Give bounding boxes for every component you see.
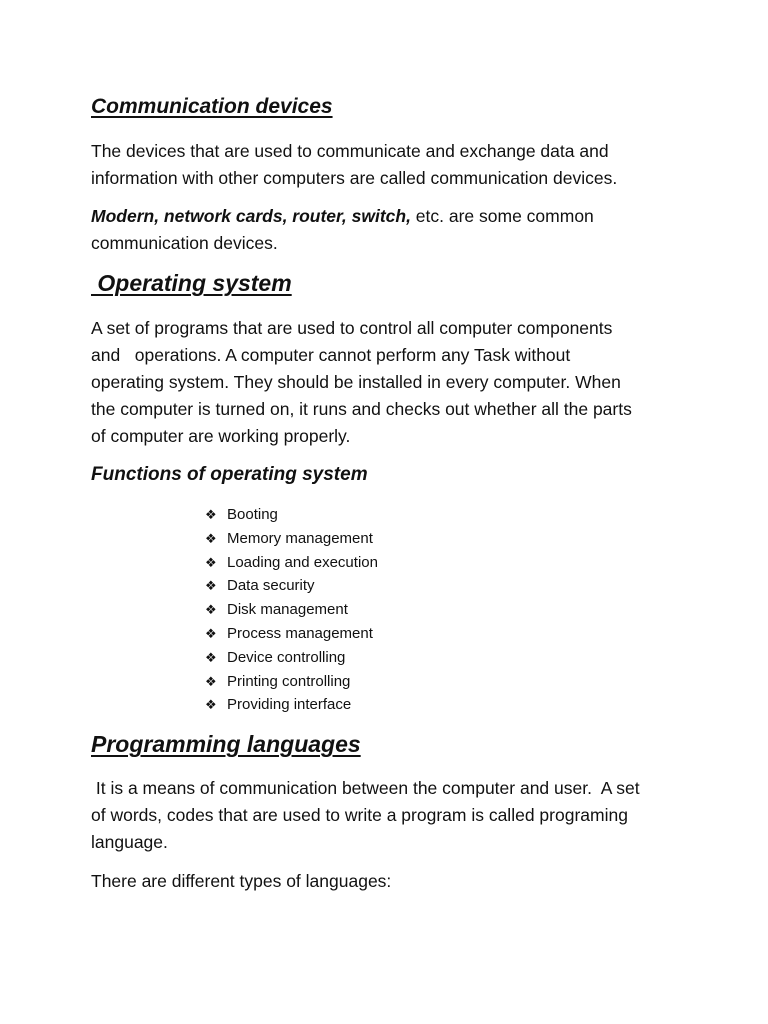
diamond-dots-bullet-icon: ❖ [205, 602, 217, 618]
paragraph-operating-system [91, 315, 691, 450]
list-item [205, 646, 378, 670]
diamond-dots-bullet-icon: ❖ [205, 554, 217, 570]
bold-examples: Modern, network cards, router, switch, [91, 206, 411, 226]
paragraph-programming-languages [91, 775, 691, 856]
list-item [205, 693, 378, 717]
paragraph-language-types: There are different types of languages: [91, 871, 392, 891]
diamond-dots-bullet-icon: ❖ [205, 625, 217, 641]
text-line: The devices that are used to communicate and exchange data and [91, 141, 609, 161]
text-line: information with other computers are called communication devices. [91, 168, 618, 188]
text-line: of computer are working properly. [91, 426, 351, 446]
text-line: of words, codes that are used to write a program is called programing [91, 805, 628, 825]
text-line: It is a means of communication between the computer and user. A set [91, 778, 640, 798]
list-item [205, 622, 378, 646]
diamond-dots-bullet-icon: ❖ [205, 673, 217, 689]
list-item-label: Device controlling [227, 648, 346, 666]
paragraph-communication-examples [91, 203, 691, 257]
diamond-dots-bullet-icon: ❖ [205, 697, 217, 713]
heading-programming-languages: Programming languages [91, 731, 361, 757]
list-item [205, 574, 378, 598]
text-line: A set of programs that are used to control all computer components [91, 318, 613, 338]
list-item [205, 551, 378, 575]
list-item-label: Booting [227, 506, 278, 523]
list-item-label: Loading and execution [227, 553, 378, 571]
examples-rest: etc. are some common [410, 206, 594, 226]
paragraph-communication-definition [91, 138, 691, 192]
list-item-label: Data security [227, 577, 315, 595]
list-item [205, 598, 378, 622]
heading-operating-system: Operating system [91, 270, 292, 296]
text-line: operating system. They should be installed in every computer. When [91, 372, 621, 392]
text-line [91, 203, 691, 230]
list-item [205, 503, 378, 527]
list-item-label: Disk management [227, 601, 348, 619]
text-line: communication devices. [91, 233, 278, 253]
text-line: and operations. A computer cannot perform any Task without [91, 345, 571, 365]
list-item-label: Printing controlling [227, 672, 351, 690]
diamond-dots-bullet-icon: ❖ [205, 530, 217, 546]
list-item [205, 527, 378, 551]
heading-functions-of-os: Functions of operating system [91, 464, 368, 485]
list-item-label: Process management [227, 624, 373, 642]
diamond-dots-bullet-icon: ❖ [205, 578, 217, 594]
list-item-label: Providing interface [227, 696, 352, 714]
heading-communication-devices: Communication devices [91, 95, 333, 118]
list-item [205, 670, 378, 694]
text-line: the computer is turned on, it runs and checks out whether all the parts [91, 399, 632, 419]
diamond-dots-bullet-icon: ❖ [205, 649, 217, 665]
list-item-label: Memory management [227, 529, 373, 547]
text-line: language. [91, 832, 168, 852]
functions-list [205, 503, 378, 717]
diamond-dots-bullet-icon: ❖ [205, 507, 217, 522]
